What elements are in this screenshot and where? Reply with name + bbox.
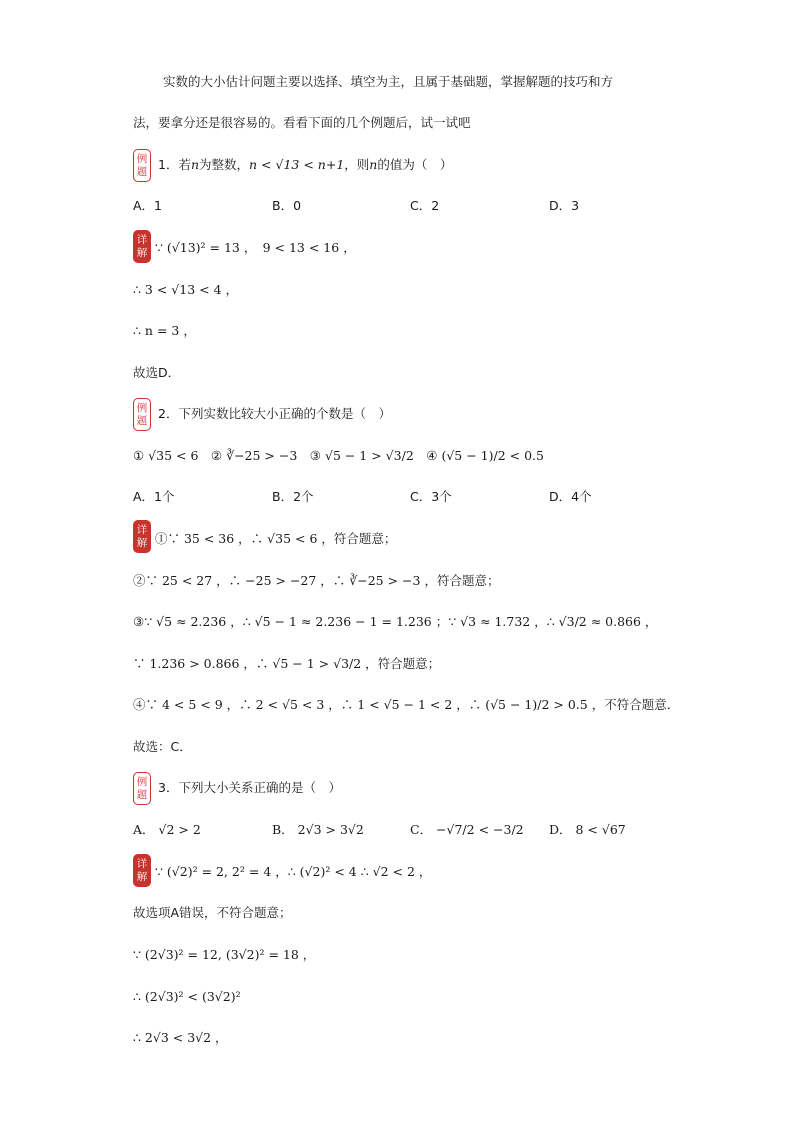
q2-solution-1: ①∵ 35 < 36 ，∴ √35 < 6 ，符合题意； <box>155 531 397 546</box>
q1-option-c[interactable]: C．2 <box>410 198 440 213</box>
intro-line-2: 法，要拿分还是很容易的。看看下面的几个例题后，试一试吧 <box>133 115 471 130</box>
q2-option-c[interactable]: C．3个 <box>410 489 452 504</box>
q2-option-a[interactable]: A．1个 <box>133 489 175 504</box>
example-stamp-icon: 例 题 <box>133 772 151 805</box>
detail-stamp-icon: 详 解 <box>133 230 151 263</box>
q3-solution-4: ∴ (2√3)² < (3√2)² <box>133 989 241 1004</box>
q3-option-c[interactable]: C． −√7/2 < −3/2 <box>410 822 524 837</box>
example-stamp-icon: 例 题 <box>133 398 151 431</box>
q1-stem: 1．若n为整数，n < √13 < n+1，则n的值为（ ） <box>158 157 453 172</box>
q3-option-a[interactable]: A． √2 > 2 <box>133 822 201 837</box>
q1-solution-3: ∴ n = 3 ， <box>133 323 196 338</box>
q2-option-d[interactable]: D．4个 <box>549 489 592 504</box>
q1-answer: 故选D． <box>133 365 181 380</box>
q2-items: ① √35 < 6 ② ∛−25 > −3 ③ √5 − 1 > √3/2 ④ (√5 − 1)/2 < 0.5 <box>133 448 544 463</box>
intro-line-1: 实数的大小估计问题主要以选择、填空为主，且属于基础题，掌握解题的技巧和方 <box>163 74 614 89</box>
q2-solution-5: ④∵ 4 < 5 < 9 ，∴ 2 < √5 < 3 ，∴ 1 < √5 − 1 < 2 ，∴ (√5 − 1)/2 > 0.5 ，不符合题意． <box>133 697 680 712</box>
q3-solution-3: ∵ (2√3)² = 12, (3√2)² = 18 ， <box>133 947 316 962</box>
q1-option-d[interactable]: D．3 <box>549 198 580 213</box>
example-stamp-icon: 例 题 <box>133 149 151 182</box>
q3-solution-2: 故选项A错误，不符合题意； <box>133 905 292 920</box>
q2-option-b[interactable]: B．2个 <box>272 489 314 504</box>
q3-stem: 3．下列大小关系正确的是（ ） <box>158 780 341 795</box>
detail-stamp-icon: 详 解 <box>133 854 151 887</box>
detail-stamp-icon: 详 解 <box>133 520 151 553</box>
q3-option-b[interactable]: B． 2√3 > 3√2 <box>272 822 364 837</box>
q2-answer: 故选：C． <box>133 739 192 754</box>
q2-solution-3: ③∵ √5 ≈ 2.236 ，∴ √5 − 1 ≈ 2.236 − 1 = 1.236 ；∵ √3 ≈ 1.732 ，∴ √3/2 ≈ 0.866 ， <box>133 614 658 629</box>
q2-solution-2: ②∵ 25 < 27 ，∴ −25 > −27 ，∴ ∛−25 > −3 ，符合题意； <box>133 573 500 588</box>
q1-option-b[interactable]: B．0 <box>272 198 302 213</box>
q3-solution-5: ∴ 2√3 < 3√2 ， <box>133 1030 228 1045</box>
q3-solution-1: ∵ (√2)² = 2, 2² = 4 ，∴ (√2)² < 4 ∴ √2 < 2 ， <box>155 864 432 879</box>
q1-option-a[interactable]: A．1 <box>133 198 163 213</box>
q2-stem: 2．下列实数比较大小正确的个数是（ ） <box>158 406 391 421</box>
q3-option-d[interactable]: D． 8 < √67 <box>549 822 626 837</box>
q1-solution-2: ∴ 3 < √13 < 4 ， <box>133 282 239 297</box>
q1-solution-1: ∵ (√13)² = 13 ， 9 < 13 < 16 ， <box>155 240 356 255</box>
q2-solution-4: ∵ 1.236 > 0.866 ，∴ √5 − 1 > √3/2 ，符合题意； <box>133 656 441 671</box>
